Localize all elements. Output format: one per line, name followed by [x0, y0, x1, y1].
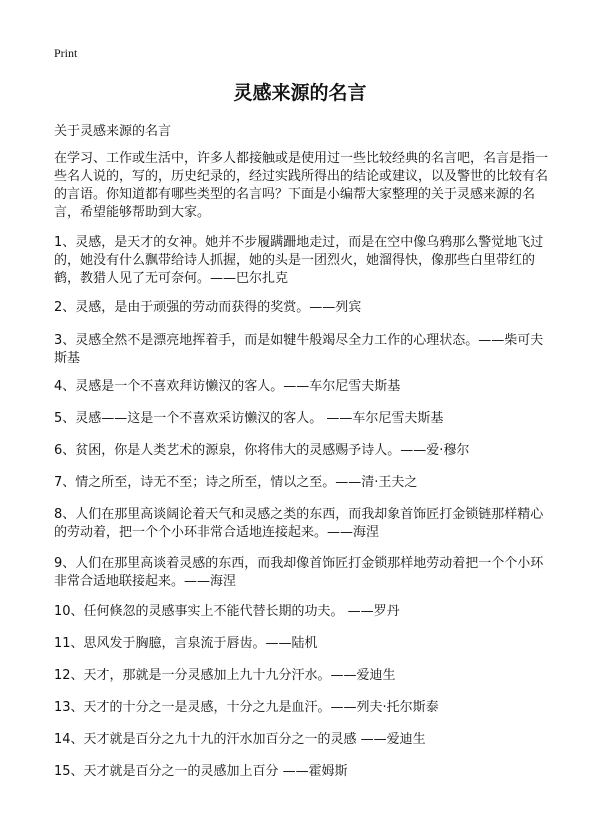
- quote-item: 13、天才的十分之一是灵感，十分之九是血汗。——列夫·托尔斯泰: [54, 700, 439, 715]
- quote-item: 6、贫困，你是人类艺术的源泉，你将伟大的灵感赐予诗人。——爱·穆尔: [54, 443, 470, 458]
- document-title: 灵感来源的名言: [233, 82, 367, 104]
- quote-item: 4、灵感是一个不喜欢拜访懒汉的客人。——车尔尼雪夫斯基: [54, 379, 401, 394]
- quote-item: 1、灵感，是天才的女神。她并不步履蹒跚地走过，而是在空中像乌鸦那么警觉地飞过的，她没有什么飘带给诗人抓握，她的头是一团烈火，她溜得快，像那些白里带红的鹤，教猎人见了无可奈何。——巴尔扎克: [54, 235, 544, 286]
- quote-item: 9、人们在那里高谈着灵感的东西，而我却像首饰匠打金锁那样地劳动着把一个个小环非常合适地联接起来。——海涅: [54, 556, 544, 589]
- print-label[interactable]: Print: [54, 46, 78, 60]
- quote-item: 14、天才就是百分之九十九的汗水加百分之一的灵感 ——爱迪生: [54, 732, 426, 747]
- quote-item: 10、任何倏忽的灵感事实上不能代替长期的功夫。 ——罗丹: [54, 604, 400, 619]
- quote-item: 11、思风发于胸臆，言泉流于唇齿。——陆机: [54, 636, 318, 651]
- quote-item: 3、灵感全然不是漂亮地挥着手，而是如犍牛般竭尽全力工作的心理状态。——柴可夫斯基: [54, 333, 544, 366]
- document-subtitle: 关于灵感来源的名言: [54, 124, 172, 139]
- quote-item: 8、人们在那里高谈阔论着天气和灵感之类的东西，而我却象首饰匠打金锁链那样精心的劳动着，把一个个小环非常合适地连接起来。——海涅: [54, 507, 544, 540]
- quote-item: 7、情之所至，诗无不至；诗之所至，情以之至。——清·王夫之: [54, 475, 418, 490]
- quote-item: 15、天才就是百分之一的灵感加上百分 ——霍姆斯: [54, 764, 348, 779]
- intro-paragraph: 在学习、工作或生活中，许多人都接触或是使用过一些比较经典的名言吧，名言是指一些名人说的，写的，历史纪录的，经过实践所得出的结论或建议，以及警世的比较有名的言语。你知道都有哪些类型的名言吗？下面是小编帮大家整理的关于灵感来源的名言，希望能够帮助到大家。: [54, 151, 549, 220]
- quote-item: 5、灵感——这是一个不喜欢采访懒汉的客人。 ——车尔尼雪夫斯基: [54, 411, 444, 426]
- quote-item: 12、天才，那就是一分灵感加上九十九分汗水。——爱迪生: [54, 668, 396, 683]
- quote-item: 2、灵感，是由于顽强的劳动而获得的奖赏。——列宾: [54, 300, 362, 315]
